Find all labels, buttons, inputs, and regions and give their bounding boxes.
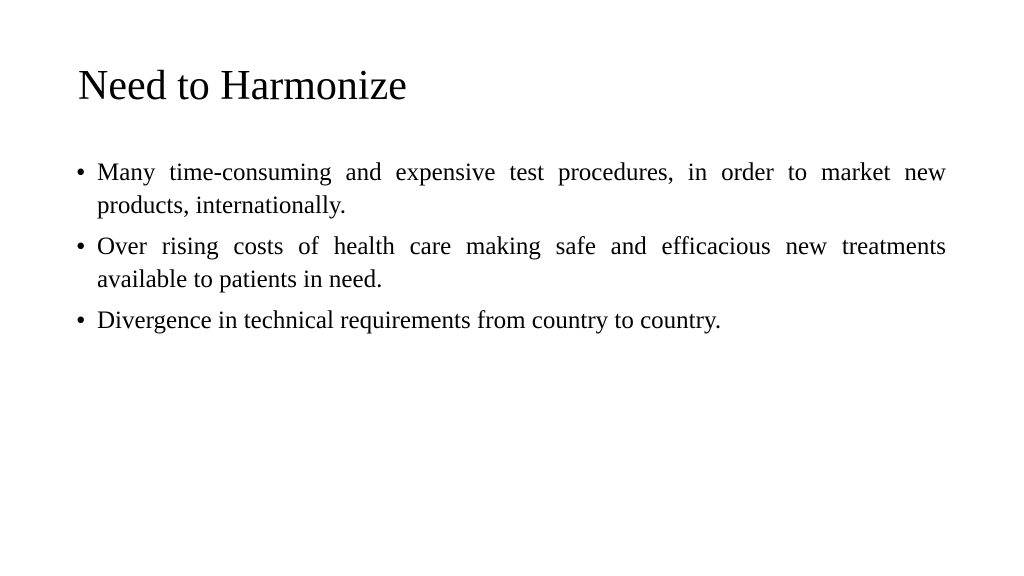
bullet-item xyxy=(76,230,946,296)
bullet-item xyxy=(76,156,946,222)
bullet-point-icon: • xyxy=(76,157,86,187)
bullet-point-icon: • xyxy=(76,305,86,335)
bullet-list xyxy=(76,156,946,345)
bullet-point-icon: • xyxy=(76,231,86,261)
slide-title: Need to Harmonize xyxy=(78,63,407,109)
bullet-item xyxy=(76,304,946,337)
bullet-text: Divergence in technical requirements from country to country. xyxy=(97,307,722,334)
bullet-text: Many time-consuming and expensive test procedures, in order to market new products, internationally. xyxy=(97,159,946,219)
bullet-text: Over rising costs of health care making safe and efficacious new treatments available to patients in need. xyxy=(97,233,946,293)
